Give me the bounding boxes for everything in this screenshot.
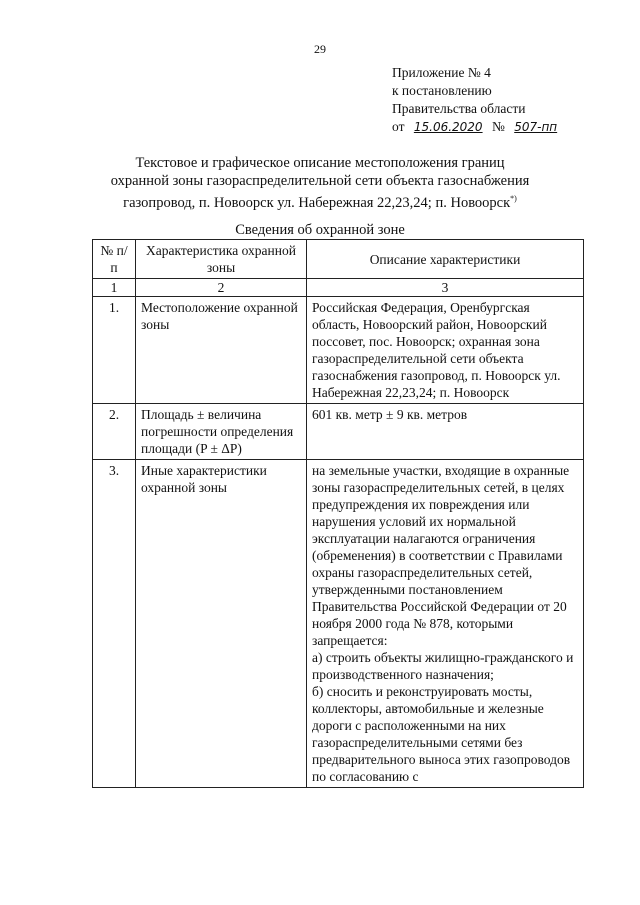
appendix-line-2: к постановлению (392, 83, 492, 98)
row-number: 1. (93, 297, 136, 404)
row-number: 2. (93, 404, 136, 460)
row-description (307, 460, 584, 788)
heading-line-1: Текстовое и графическое описание местоположения границ (135, 155, 505, 171)
table-row (93, 297, 584, 404)
table-index-row (93, 279, 584, 297)
row-number: 3. (93, 460, 136, 788)
index-cell: 3 (307, 279, 584, 297)
row-description: Российская Федерация, Оренбургская область, Новоорский район, Новоорский поссовет, пос. Новоорск; охранная зона газораспределительной сети объекта газоснабжения газопровод, п. Новоорск ул. Набережная 22,23,24; п. Новоорск (307, 297, 584, 404)
heading-line-3: газопровод, п. Новоорск ул. Набережная 22,23,24; п. Новоорск (123, 194, 511, 211)
header-description: Описание характеристики (307, 240, 584, 279)
handwritten-number: 507-пп (514, 120, 558, 134)
row-description: 601 кв. метр ± 9 кв. метров (307, 404, 584, 460)
document-heading (60, 154, 580, 212)
row-characteristic: Площадь ± величина погрешности определения площади (P ± ΔP) (136, 404, 307, 460)
restrictions-intro: на земельные участки, входящие в охранные зоны газораспределительных сетей, в целях предупреждения их повреждения или нарушения условий их нормальной эксплуатации налагаются ограничения (обременения) в соответствии с Правилами охраны газораспределительных сетей, утвержденными постановлением Правительства Российской Федерации от 20 ноября 2000 года № 878, которыми запрещается: (312, 463, 570, 648)
restriction-a: а) строить объекты жилищно-гражданского и производственного назначения; (312, 650, 574, 682)
index-cell: 1 (93, 279, 136, 297)
appendix-block (392, 64, 563, 136)
appendix-date-line (392, 118, 563, 136)
restriction-b: б) сносить и реконструировать мосты, коллекторы, автомобильные и железные дороги с расположенными на них газораспределительными сетями без предварительного выноса этих газопроводов по согласованию с (312, 684, 571, 784)
page-number: 29 (314, 42, 326, 56)
from-label: от (392, 119, 405, 134)
table-row (93, 460, 584, 788)
header-number: № п/п (93, 240, 136, 279)
handwritten-date: 15.06.2020 (413, 120, 483, 134)
table-header-row (93, 240, 584, 279)
table-title: Сведения об охранной зоне (235, 222, 405, 238)
table-row (93, 404, 584, 460)
appendix-title: Приложение № 4 (392, 65, 491, 80)
header-characteristic: Характеристика охранной зоны (136, 240, 307, 279)
row-characteristic: Местоположение охранной зоны (136, 297, 307, 404)
row-characteristic: Иные характеристики охранной зоны (136, 460, 307, 788)
footnote-mark: *) (510, 194, 517, 203)
zone-info-table (92, 239, 584, 788)
number-label: № (491, 119, 505, 134)
index-cell: 2 (136, 279, 307, 297)
appendix-line-3: Правительства области (392, 101, 526, 116)
heading-line-2: охранной зоны газораспределительной сети объекта газоснабжения (110, 173, 530, 189)
